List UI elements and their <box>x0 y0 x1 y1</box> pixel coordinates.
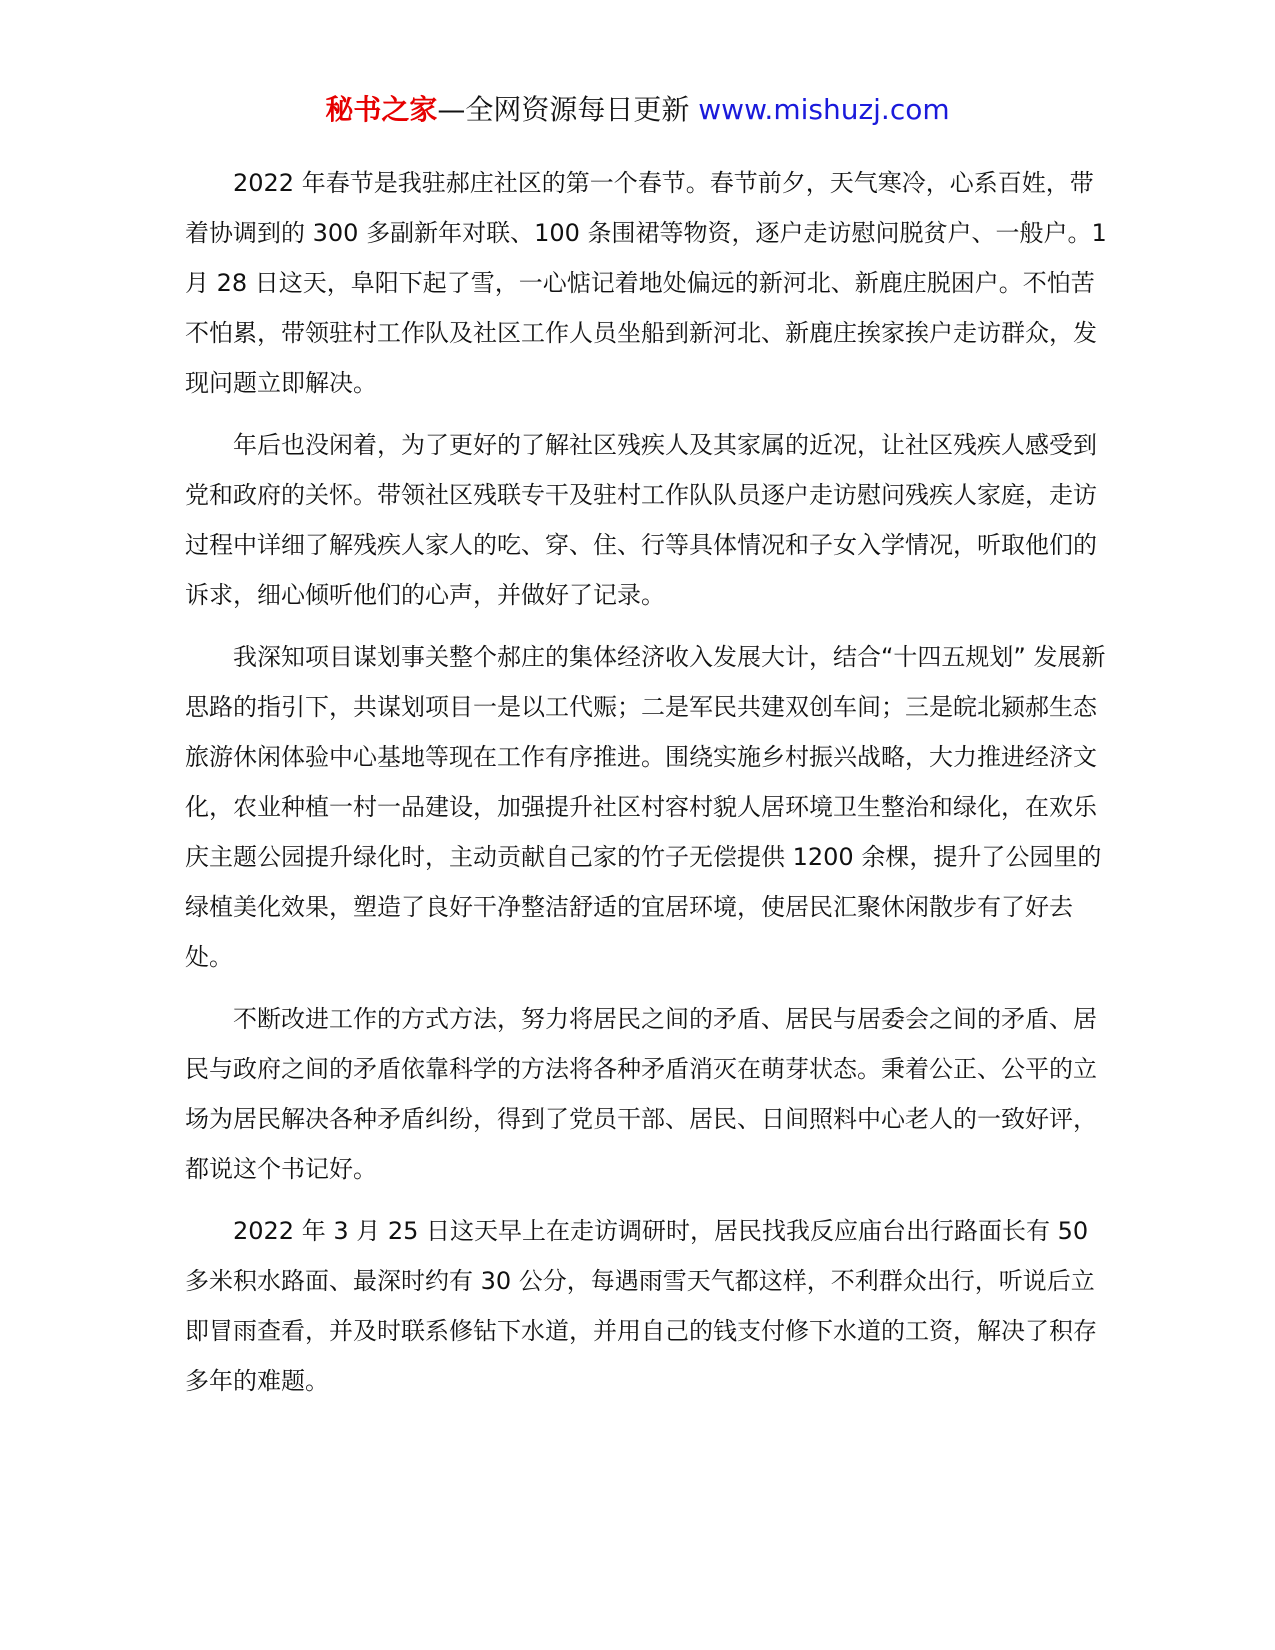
paragraph-1: 2022 年春节是我驻郝庄社区的第一个春节。春节前夕，天气寒冷，心系百姓，带着协调到的 300 多副新年对联、100 条围裙等物资，逐户走访慰问脱贫户、一般户。1 月 28 日这天，阜阳下起了雪，一心惦记着地处偏远的新河北、新鹿庄脱困户。不怕苦不怕累，带领驻村工作队及社区工作人员坐船到新河北、新鹿庄挨家挨户走访群众，发现问题立即解决。 <box>185 169 1107 397</box>
paragraph-2: 年后也没闲着，为了更好的了解社区残疾人及其家属的近况，让社区残疾人感受到党和政府的关怀。带领社区残联专干及驻村工作队队员逐户走访慰问残疾人家庭，走访过程中详细了解残疾人家人的吃、穿、住、行等具体情况和子女入学情况，听取他们的诉求，细心倾听他们的心声，并做好了记录。 <box>185 431 1097 609</box>
paragraph-5: 2022 年 3 月 25 日这天早上在走访调研时，居民找我反应庙台出行路面长有 50 多米积水路面、最深时约有 30 公分，每遇雨雪天气都这样，不利群众出行，听说后立即冒雨查看，并及时联系修钻下水道，并用自己的钱支付修下水道的工资，解决了积存多年的难题。 <box>185 1217 1097 1395</box>
paragraph-3: 我深知项目谋划事关整个郝庄的集体经济收入发展大计，结合“十四五规划” 发展新思路的指引下，共谋划项目一是以工代赈；二是军民共建双创车间；三是皖北颍郝生态旅游休闲体验中心基地等现在工作有序推进。围绕实施乡村振兴战略，大力推进经济文化，农业种植一村一品建设，加强提升社区村容村貌人居环境卫生整治和绿化，在欢乐庆主题公园提升绿化时，主动贡献自己家的竹子无偿提供 1200 余棵，提升了公园里的绿植美化效果，塑造了良好干净整洁舒适的宜居环境，使居民汇聚休闲散步有了好去处。 <box>185 643 1106 971</box>
brand-name: 秘书之家 <box>325 93 438 126</box>
page-header <box>0 88 1275 132</box>
header-tagline: —全网资源每日更新 <box>437 93 699 126</box>
document-body <box>185 158 1107 1418</box>
paragraph-4: 不断改进工作的方式方法，努力将居民之间的矛盾、居民与居委会之间的矛盾、居民与政府之间的矛盾依靠科学的方法将各种矛盾消灭在萌芽状态。秉着公正、公平的立场为居民解决各种矛盾纠纷，得到了党员干部、居民、日间照料中心老人的一致好评，都说这个书记好。 <box>185 1005 1097 1183</box>
header-url-link[interactable]: www.mishuzj.com <box>698 93 950 126</box>
